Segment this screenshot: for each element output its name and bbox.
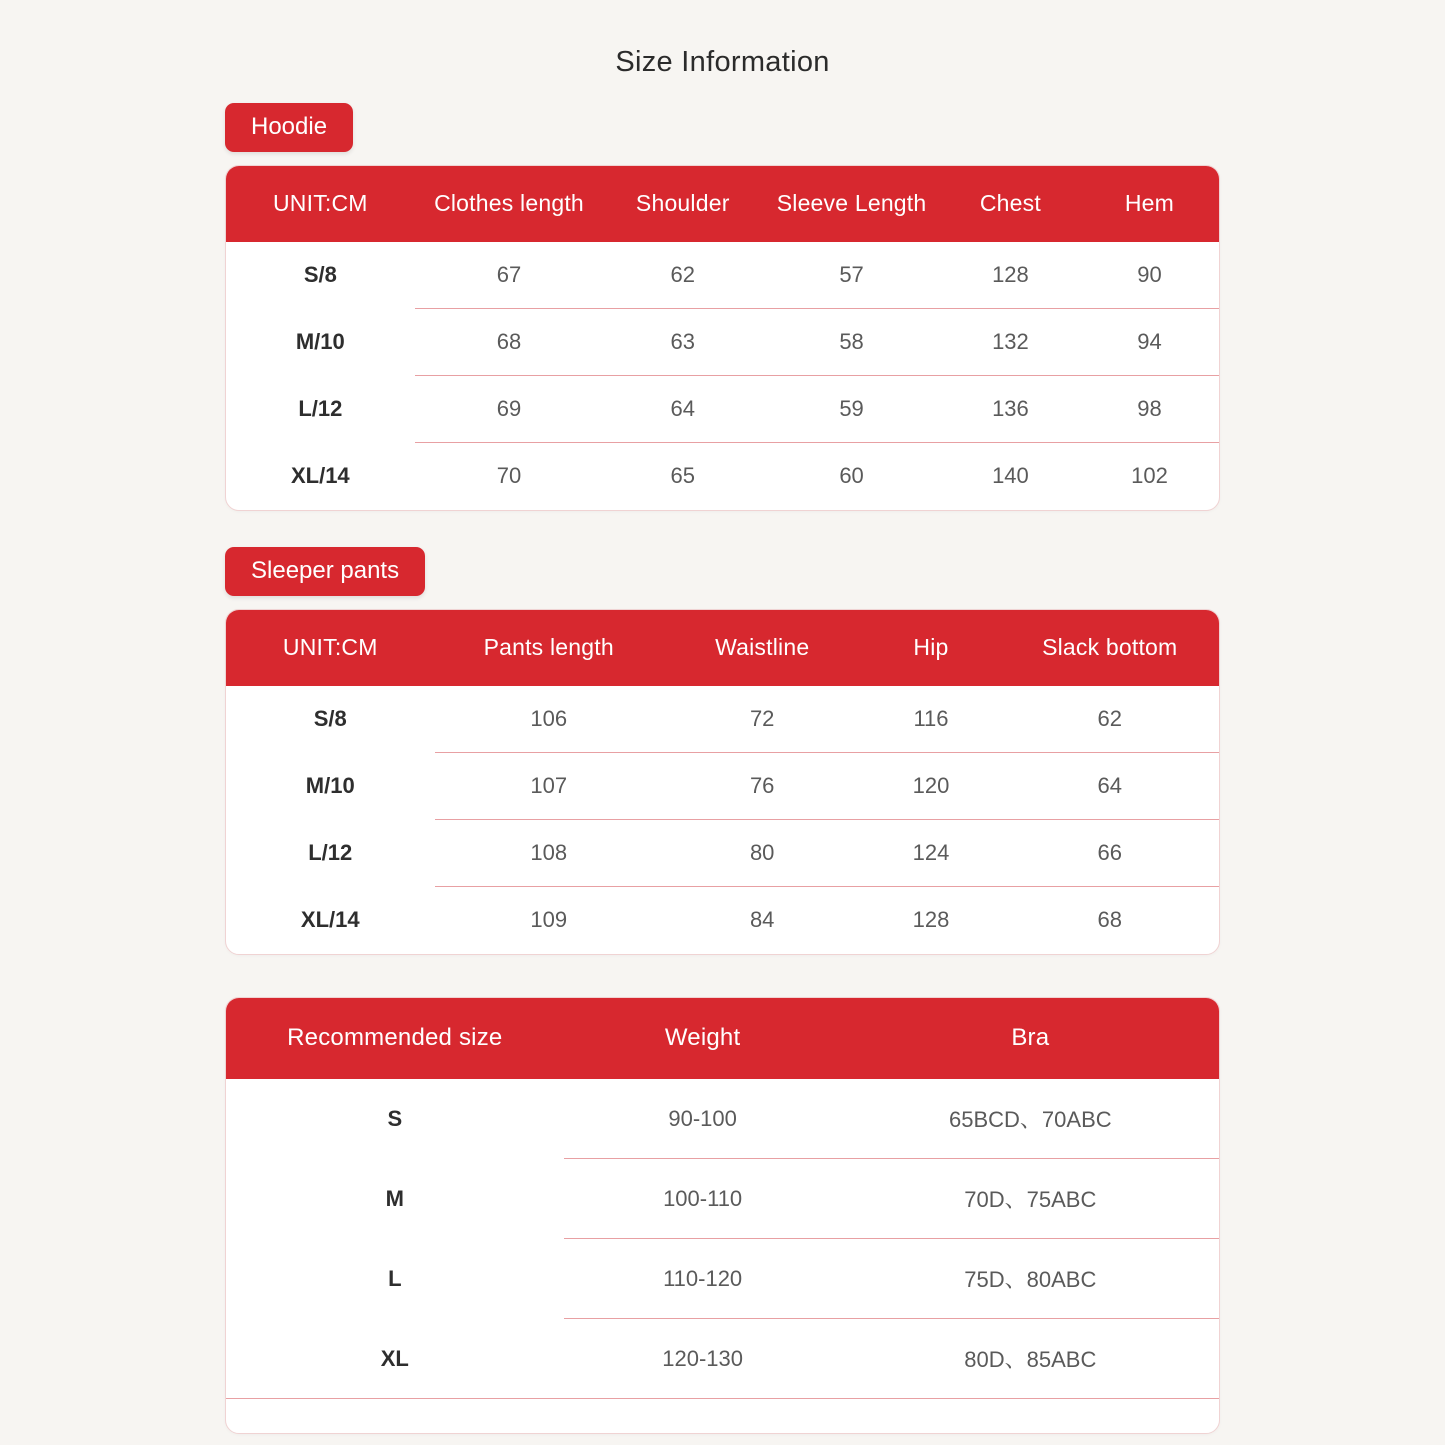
cell-hip: 128 bbox=[912, 907, 950, 932]
cell-pants-length: 109 bbox=[530, 907, 568, 932]
cell-sleeve-length: 60 bbox=[839, 463, 864, 488]
cell-slack-bottom: 62 bbox=[1001, 686, 1220, 753]
table-row bbox=[226, 887, 1219, 954]
table-row bbox=[226, 1239, 1219, 1319]
cell-size: L/12 bbox=[298, 396, 343, 421]
column-header-waistline: Waistline bbox=[715, 634, 810, 660]
table-body bbox=[226, 1079, 1219, 1399]
cell-waistline: 84 bbox=[749, 907, 775, 932]
section-tag-sleeper-pants: Sleeper pants bbox=[225, 547, 425, 596]
cell-sleeve-length: 58 bbox=[762, 309, 941, 376]
cell-size: M bbox=[385, 1185, 404, 1211]
cell-chest: 136 bbox=[941, 376, 1080, 443]
cell-clothes-length: 69 bbox=[415, 376, 604, 443]
page-title: Size Information bbox=[615, 46, 830, 78]
cell-slack-bottom: 68 bbox=[1097, 907, 1122, 932]
cell-weight: 110-120 bbox=[564, 1239, 842, 1319]
cell-size: M/10 bbox=[295, 329, 345, 354]
table-row bbox=[226, 1079, 1219, 1159]
cell-chest: 140 bbox=[992, 463, 1029, 488]
table-row bbox=[226, 686, 1219, 753]
table-row bbox=[226, 1159, 1219, 1239]
table-body bbox=[226, 686, 1219, 954]
size-table-hoodie bbox=[226, 166, 1219, 510]
size-table-recommended bbox=[226, 998, 1219, 1399]
table-body bbox=[226, 242, 1219, 510]
cell-pants-length: 107 bbox=[435, 753, 663, 820]
column-header-chest: Chest bbox=[979, 190, 1041, 216]
cell-size: M/10 bbox=[305, 773, 355, 798]
table-row bbox=[226, 820, 1219, 887]
cell-bra: 75D、80ABC bbox=[842, 1239, 1219, 1319]
cell-size: XL/14 bbox=[290, 463, 350, 488]
table-header-row bbox=[226, 166, 1219, 242]
size-table-card-recommended bbox=[225, 997, 1220, 1434]
column-header-slack-bottom: Slack bottom bbox=[1042, 634, 1178, 660]
cell-clothes-length: 68 bbox=[415, 309, 604, 376]
cell-slack-bottom: 64 bbox=[1001, 753, 1220, 820]
table-row bbox=[226, 1319, 1219, 1399]
column-header-pants-length: Pants length bbox=[483, 634, 614, 660]
cell-shoulder: 63 bbox=[603, 309, 762, 376]
cell-chest: 132 bbox=[941, 309, 1080, 376]
section-sleeper-pants bbox=[225, 547, 1220, 955]
cell-hem: 90 bbox=[1080, 242, 1219, 309]
table-row bbox=[226, 309, 1219, 376]
column-header-hem: Hem bbox=[1124, 190, 1175, 216]
table-row bbox=[226, 443, 1219, 510]
cell-clothes-length: 67 bbox=[415, 242, 604, 309]
cell-hip: 124 bbox=[861, 820, 1000, 887]
cell-weight: 120-130 bbox=[564, 1319, 842, 1399]
section-hoodie bbox=[225, 103, 1220, 511]
table-head bbox=[226, 998, 1219, 1079]
table-header-row bbox=[226, 998, 1219, 1079]
cell-size: XL/14 bbox=[300, 907, 360, 932]
cell-weight: 100-110 bbox=[564, 1159, 842, 1239]
size-table-sleeper-pants bbox=[226, 610, 1219, 954]
cell-hem: 94 bbox=[1080, 309, 1219, 376]
column-header-bra: Bra bbox=[1011, 1024, 1050, 1051]
section-tag-wrap-hoodie bbox=[225, 103, 1220, 152]
size-table-card-sleeper-pants bbox=[225, 609, 1220, 955]
column-header-clothes-length: Clothes length bbox=[434, 190, 584, 216]
table-head bbox=[226, 166, 1219, 242]
column-header-unit: UNIT:CM bbox=[282, 634, 378, 660]
cell-shoulder: 64 bbox=[603, 376, 762, 443]
cell-hem: 102 bbox=[1131, 463, 1168, 488]
column-header-sleeve-length: Sleeve Length bbox=[776, 190, 927, 216]
table-row bbox=[226, 242, 1219, 309]
cell-bra: 70D、75ABC bbox=[842, 1159, 1219, 1239]
cell-shoulder: 65 bbox=[670, 463, 695, 488]
cell-size: L/12 bbox=[308, 840, 353, 865]
section-tag-wrap-sleeper-pants bbox=[225, 547, 1220, 596]
cell-waistline: 80 bbox=[663, 820, 862, 887]
table-row bbox=[226, 376, 1219, 443]
cell-waistline: 72 bbox=[663, 686, 862, 753]
section-tag-hoodie: Hoodie bbox=[225, 103, 353, 152]
cell-bra: 65BCD、70ABC bbox=[842, 1079, 1219, 1159]
cell-size: XL bbox=[226, 1319, 564, 1399]
size-table-card-hoodie bbox=[225, 165, 1220, 511]
column-header-recommended-size: Recommended size bbox=[287, 1024, 503, 1051]
cell-hip: 116 bbox=[861, 686, 1000, 753]
cell-size: S/8 bbox=[313, 706, 347, 731]
column-header-unit: UNIT:CM bbox=[272, 190, 368, 216]
column-header-shoulder: Shoulder bbox=[635, 190, 730, 216]
cell-pants-length: 106 bbox=[435, 686, 663, 753]
cell-size: S bbox=[387, 1105, 403, 1131]
cell-sleeve-length: 59 bbox=[762, 376, 941, 443]
cell-size: L bbox=[388, 1265, 402, 1291]
cell-clothes-length: 70 bbox=[496, 463, 522, 488]
cell-chest: 128 bbox=[941, 242, 1080, 309]
column-header-weight: Weight bbox=[664, 1024, 741, 1051]
cell-hem: 98 bbox=[1080, 376, 1219, 443]
cell-shoulder: 62 bbox=[603, 242, 762, 309]
section-recommended-size bbox=[225, 997, 1220, 1434]
cell-size: S/8 bbox=[303, 262, 337, 287]
cell-slack-bottom: 66 bbox=[1001, 820, 1220, 887]
table-header-row bbox=[226, 610, 1219, 686]
cell-bra: 80D、85ABC bbox=[842, 1319, 1219, 1399]
table-head bbox=[226, 610, 1219, 686]
cell-pants-length: 108 bbox=[435, 820, 663, 887]
column-header-hip: Hip bbox=[913, 634, 949, 660]
table-row bbox=[226, 753, 1219, 820]
cell-hip: 120 bbox=[861, 753, 1000, 820]
cell-waistline: 76 bbox=[663, 753, 862, 820]
cell-weight: 90-100 bbox=[564, 1079, 842, 1159]
cell-sleeve-length: 57 bbox=[762, 242, 941, 309]
